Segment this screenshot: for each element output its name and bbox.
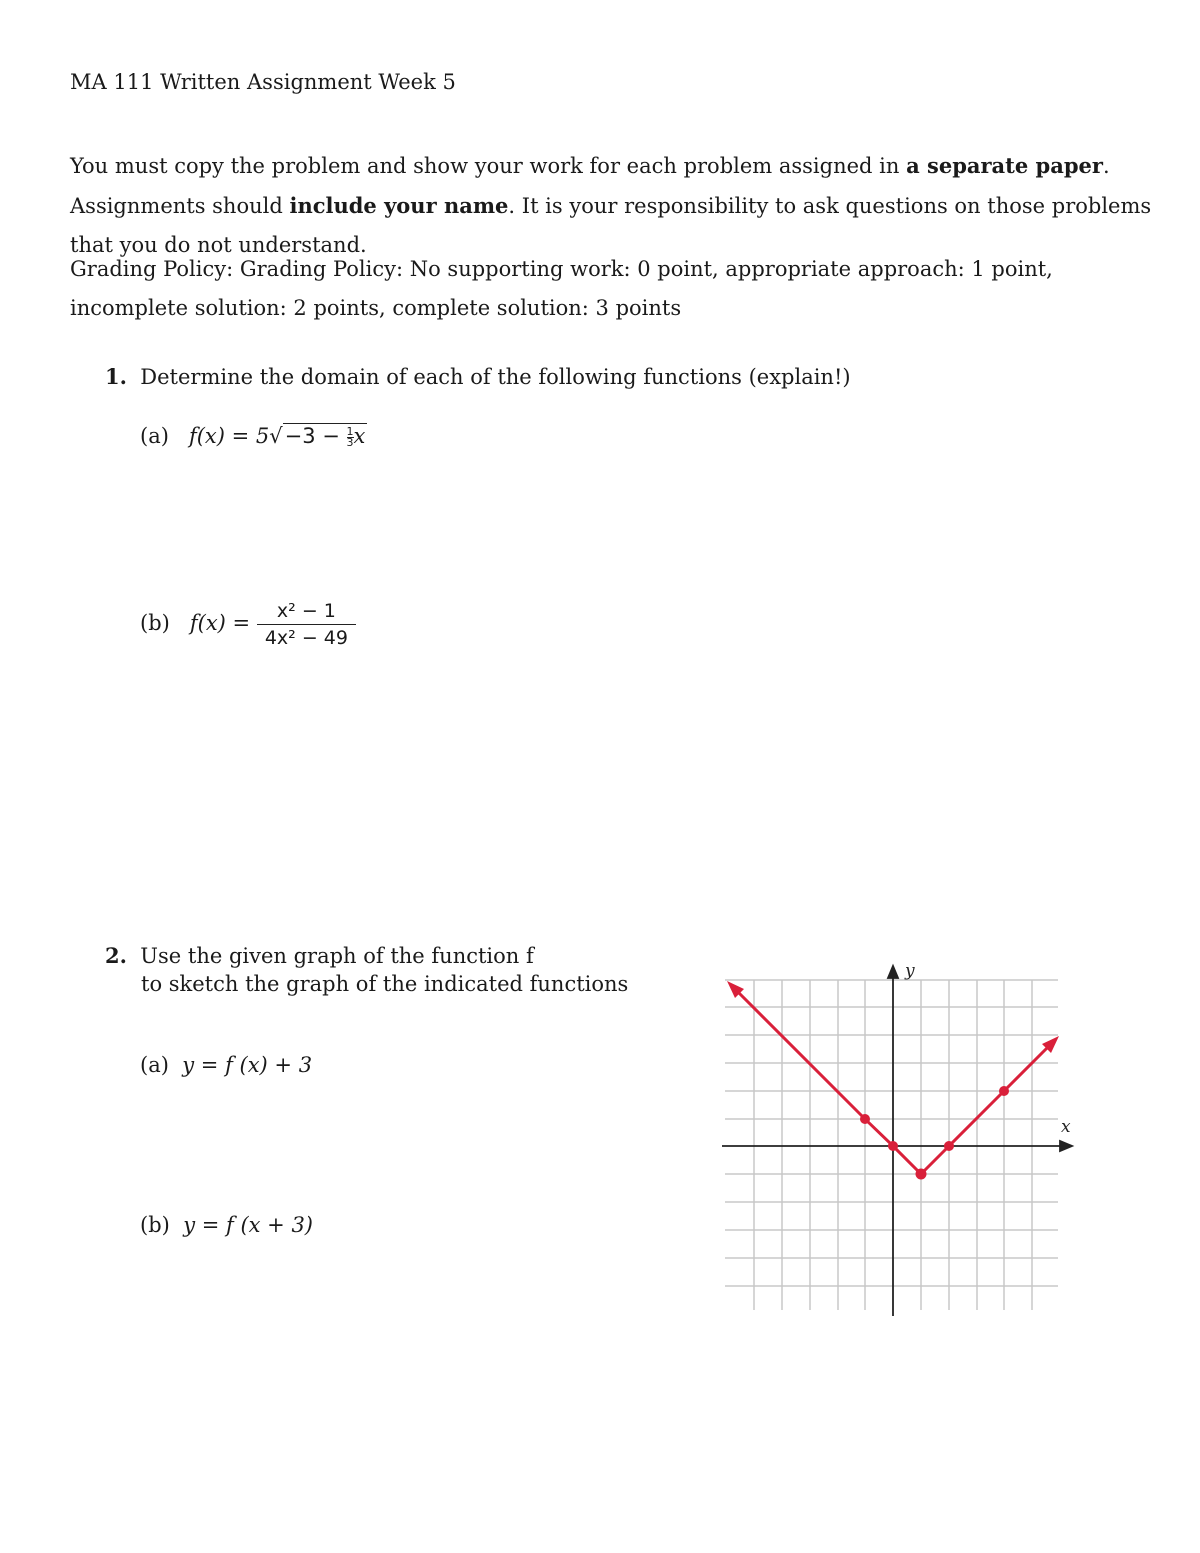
problem-1b-lhs: f(x) = [189, 611, 251, 635]
problem-1a-label: (a) [140, 424, 169, 448]
problem-1b [140, 600, 356, 649]
problem-2a-expression: y = f (x) + 3 [182, 1053, 313, 1077]
problem-2b [140, 1213, 313, 1237]
problem-1a: (a) f(x) = 5√−3 − $\frac{1}{3}$ x [140, 424, 366, 449]
separate-paper-emphasis: a separate paper [906, 153, 1103, 178]
problem-2b-label: (b) [140, 1213, 170, 1237]
x-axis-label: x [1061, 1117, 1071, 1137]
y-axis-arrow [888, 966, 898, 978]
problem-1b-label: (b) [140, 611, 170, 635]
problem-1a-lhs: f(x) = 5 [188, 424, 270, 448]
problem-1-prompt: 1. Determine the domain of each of the following functions (explain!) [105, 364, 851, 389]
graph-point [860, 1114, 870, 1124]
problem-1b-denominator: 4x² − 49 [264, 627, 348, 649]
function-graph [720, 958, 1080, 1318]
problem-1b-fraction [257, 600, 356, 649]
graph-point [888, 1141, 898, 1151]
problem-1b-numerator: x² − 1 [257, 600, 356, 625]
graph-point [999, 1086, 1009, 1096]
y-axis-label: y [905, 961, 915, 981]
problem-2a [140, 1053, 312, 1077]
graph-point [944, 1141, 954, 1151]
problem-1-number: 1. [105, 364, 127, 389]
problem-1a-radicand: −3 − $\frac{1}{3}$ x [284, 424, 366, 449]
problem-2-number: 2. [105, 943, 127, 968]
problem-2b-expression: y = f (x + 3) [183, 1213, 313, 1237]
x-axis-arrow [1060, 1141, 1072, 1151]
page-title: MA 111 Written Assignment Week 5 [70, 70, 456, 94]
instructions-paragraph: You must copy the problem and show your work for each problem assigned in a separate paper. Assignments should include your name. It is your responsibility to ask questions on those problems that you do not understand. [70, 153, 1152, 257]
include-name-emphasis: include your name [289, 193, 509, 218]
grading-policy: Grading Policy: Grading Policy: No supporting work: 0 point, appropriate approach: 1 point, incomplete solution: 2 points, complete solution: 3 points [70, 257, 1053, 320]
graph-points [860, 1086, 1009, 1180]
graph-point [916, 1169, 927, 1180]
graph-axes [722, 966, 1072, 1316]
problem-2a-label: (a) [140, 1053, 169, 1077]
problem-2-prompt: 2. Use the given graph of the function f to sketch the graph of the indicated functions [105, 943, 629, 996]
